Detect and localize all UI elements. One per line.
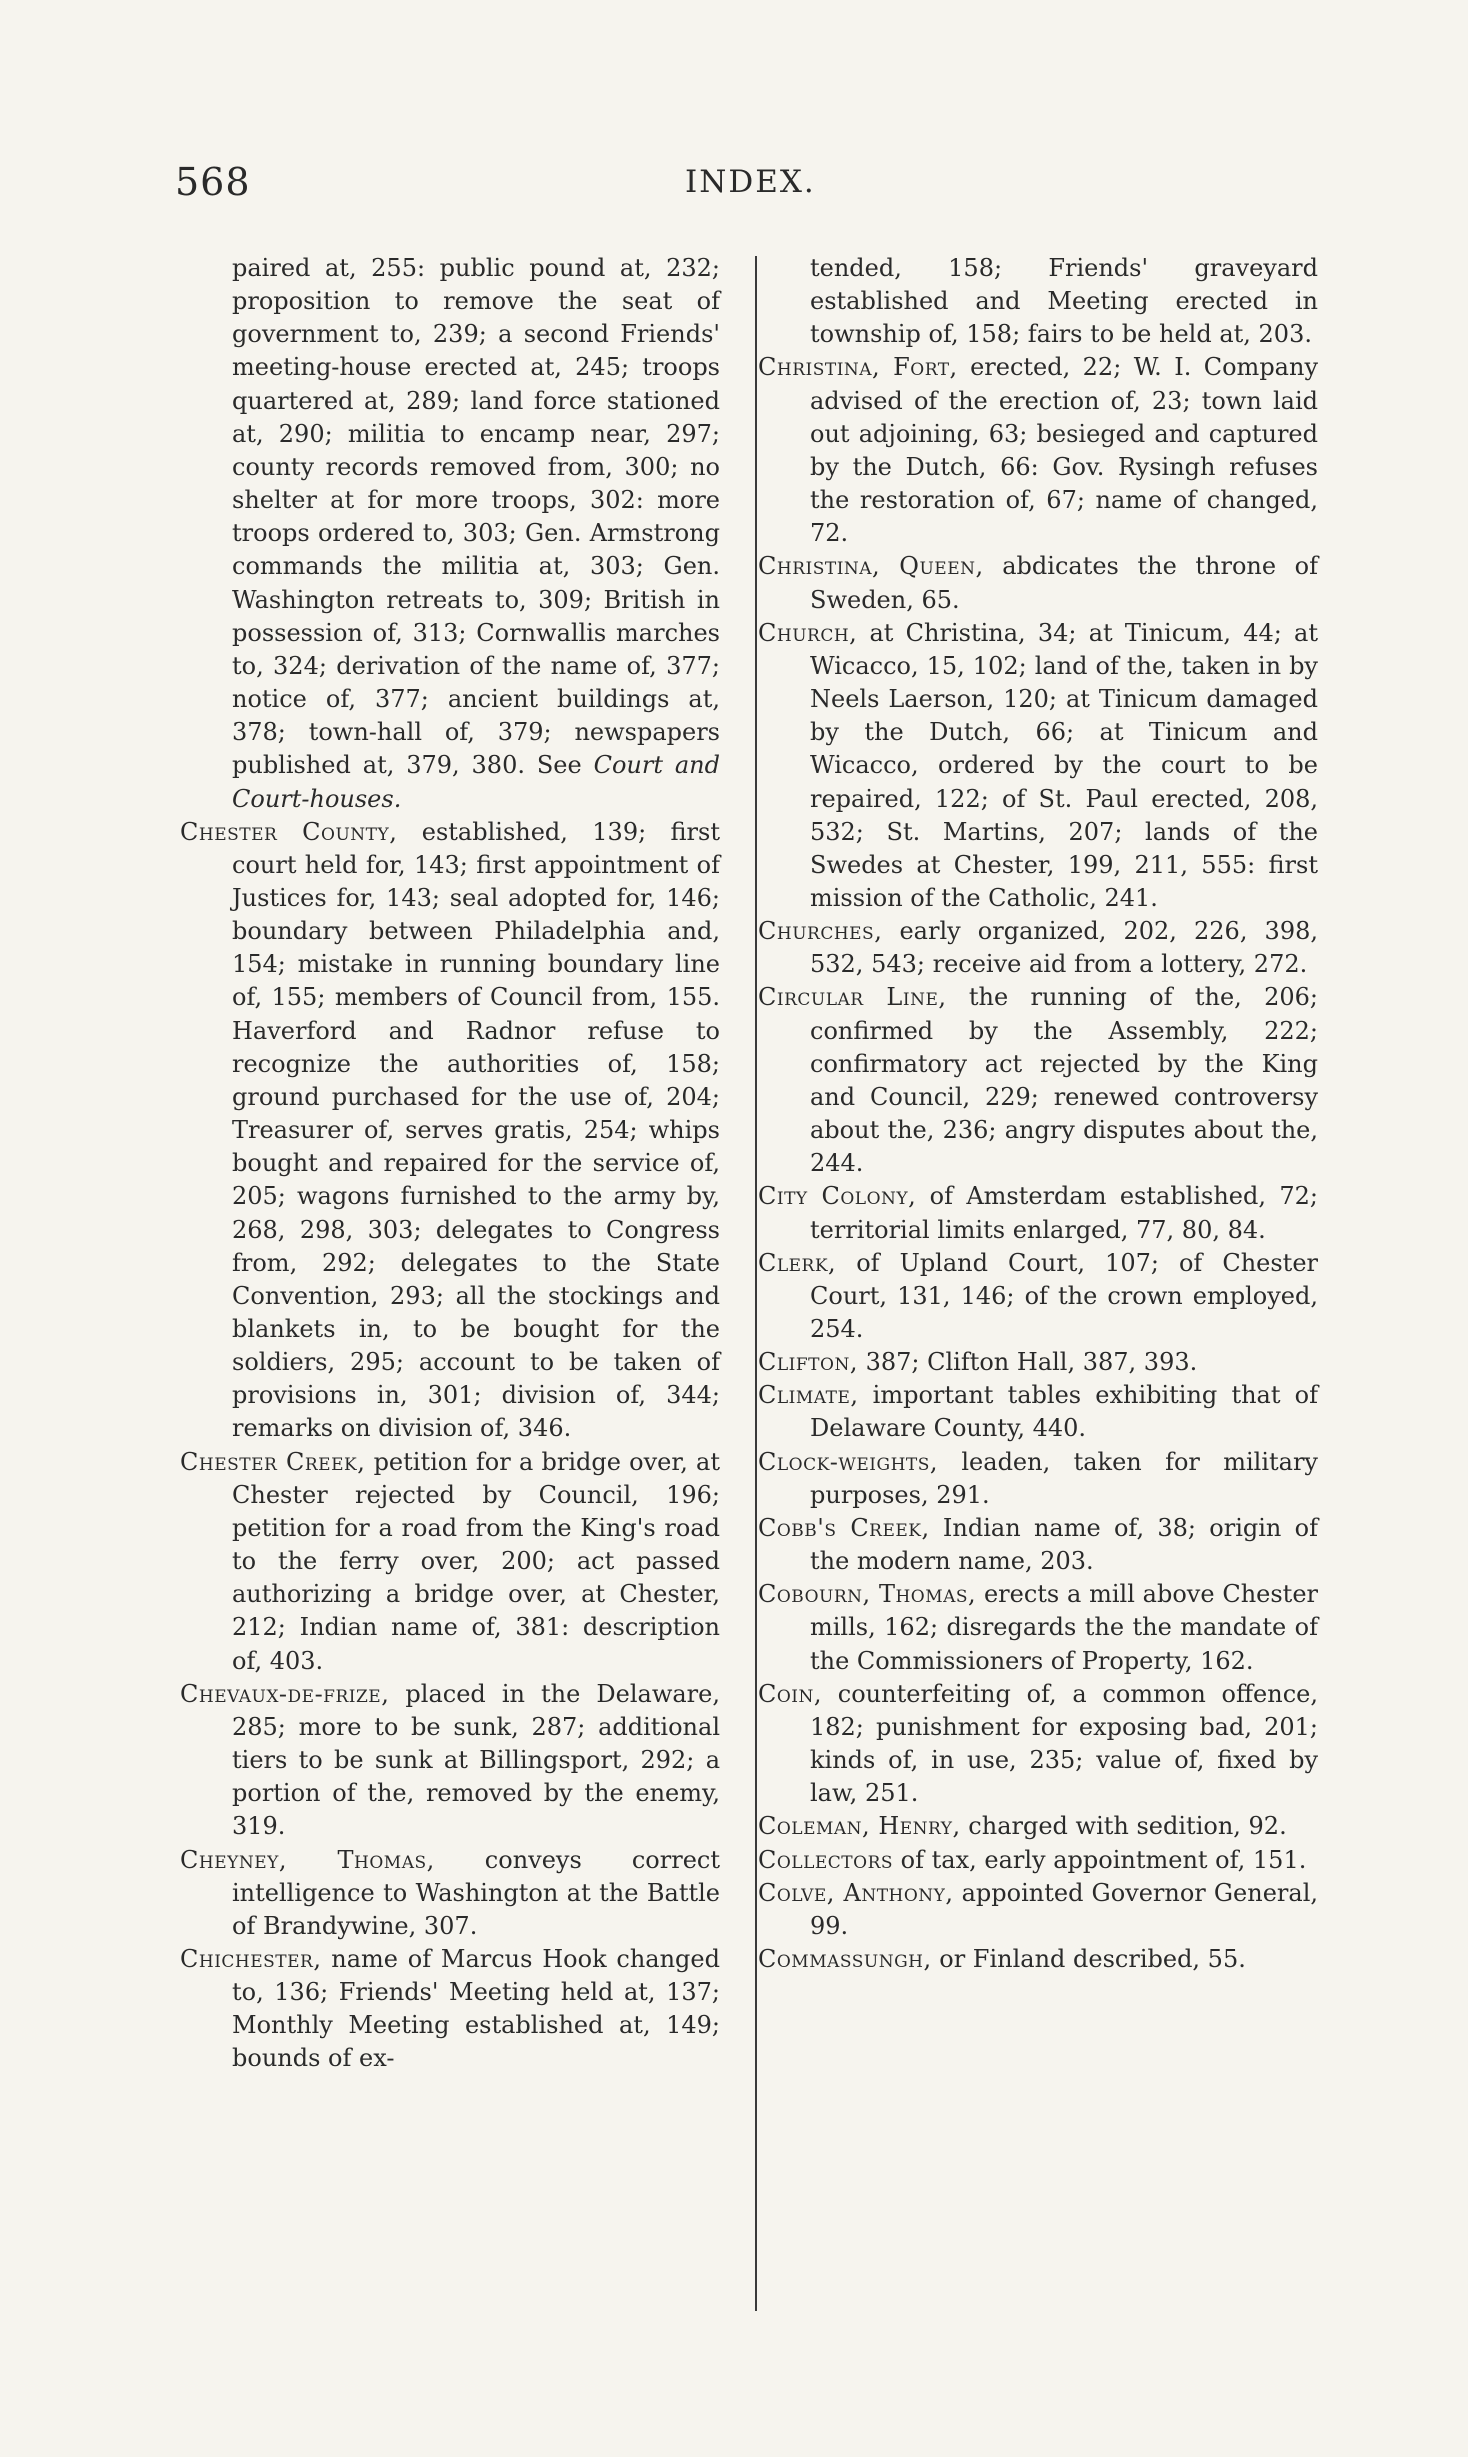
entry-heading: Colve, Anthony, bbox=[758, 1878, 954, 1907]
index-entry bbox=[758, 1877, 1318, 1943]
entry-text: Indian name of, 38; origin of the modern name, 203. bbox=[810, 1513, 1318, 1576]
index-entry bbox=[758, 1810, 1318, 1843]
entry-text: of Upland Court, 107; of Chester Court, 131, 146; of the crown employed, 254. bbox=[810, 1248, 1318, 1343]
entry-text: appointed Governor General, 99. bbox=[810, 1878, 1318, 1940]
entry-heading: Chevaux-de-frize, bbox=[180, 1679, 390, 1708]
entry-text: erected, 22; W. I. Company advised of the erection of, 23; town laid out adjoining, 63; besieged and captured by the Dutch, 66: Gov. Rysingh refuses the restoration of, 67; name of changed, 72. bbox=[810, 353, 1319, 548]
index-entry bbox=[758, 1346, 1318, 1379]
index-entry bbox=[758, 1943, 1318, 1976]
entry-heading: Collectors bbox=[758, 1845, 894, 1874]
index-entry-continuation bbox=[758, 252, 1318, 351]
entry-heading: Commassungh, bbox=[758, 1944, 932, 1973]
entry-heading: Circular Line, bbox=[758, 983, 947, 1012]
entry-text: abdicates the throne of Sweden, 65. bbox=[810, 552, 1318, 614]
index-entry bbox=[758, 351, 1318, 550]
index-entry bbox=[180, 816, 720, 1446]
entry-text: established, 139; first court held for, 143; first appointment of Justices for, 143; seal adopted for, 146; boundary between Philadelphia and, 154; mistake in running boundary line of, 155; members of Council from, 155. Haverford and Radnor refuse to recognize the authorities of, 158; ground purchased for the use of, 204; Treasurer of, serves gratis, 254; whips bought and repaired for the service of, 205; wagons furnished to the army by, 268, 298, 303; delegates to Congress from, 292; delegates to the State Convention, 293; all the stockings and blankets in, to be bought for the soldiers, 295; account to be taken of provisions in, 301; division of, 344; remarks on division of, 346. bbox=[232, 817, 720, 1443]
entry-heading: Coin, bbox=[758, 1679, 823, 1708]
index-column-left bbox=[180, 252, 720, 2076]
index-entry bbox=[180, 1844, 720, 1943]
index-entry bbox=[758, 981, 1318, 1180]
index-entry bbox=[758, 1578, 1318, 1677]
entry-text: the running of the, 206; confirmed by the Assembly, 222; confirmatory act rejected by the King and Council, 229; renewed controversy about the, 236; angry disputes about the, 244. bbox=[810, 983, 1319, 1178]
index-entry bbox=[758, 550, 1318, 616]
entry-text: leaden, taken for military purposes, 291. bbox=[810, 1447, 1318, 1509]
entry-heading: Chester Creek, bbox=[180, 1447, 366, 1476]
entry-text: erects a mill above Chester mills, 162; disregards the the mandate of the Commissioners of Property, 162. bbox=[810, 1580, 1318, 1675]
continuation-text: tended, 158; Friends' graveyard established and Meeting erected in township of, 158; fairs to be held at, 203. bbox=[810, 254, 1318, 349]
entry-heading: Coleman, Henry, bbox=[758, 1812, 961, 1841]
running-head-title: INDEX. bbox=[685, 164, 816, 200]
index-entry bbox=[758, 1379, 1318, 1445]
entry-heading: Cobb's Creek, bbox=[758, 1513, 930, 1542]
entry-heading: Christina, Queen, bbox=[758, 552, 984, 581]
entry-heading: Church, bbox=[758, 618, 858, 647]
page-number: 568 bbox=[175, 160, 251, 204]
index-entry bbox=[180, 1678, 720, 1844]
entry-heading: Chester County, bbox=[180, 817, 398, 846]
index-entry bbox=[758, 915, 1318, 981]
index-entry bbox=[758, 1180, 1318, 1246]
index-entry bbox=[758, 1678, 1318, 1811]
entry-heading: Chichester, bbox=[180, 1944, 322, 1973]
column-divider bbox=[755, 256, 757, 2311]
index-entry bbox=[758, 1446, 1318, 1512]
index-entry-continuation bbox=[180, 252, 720, 816]
entry-heading: Churches, bbox=[758, 917, 883, 946]
entry-text: of tax, early appointment of, 151. bbox=[893, 1845, 1307, 1874]
entry-heading: Cobourn, Thomas, bbox=[758, 1580, 977, 1609]
index-column-right bbox=[758, 252, 1318, 1976]
entry-heading: Clerk, bbox=[758, 1248, 837, 1277]
entry-heading: Climate, bbox=[758, 1381, 859, 1410]
entry-text: or Finland described, 55. bbox=[931, 1944, 1246, 1973]
entry-text: name of Marcus Hook changed to, 136; Friends' Meeting held at, 137; Monthly Meeting established at, 149; bounds of ex- bbox=[232, 1944, 720, 2073]
entry-heading: Clifton, bbox=[758, 1348, 858, 1377]
entry-text: conveys correct intelligence to Washington at the Battle of Brandywine, 307. bbox=[232, 1845, 720, 1940]
entry-text: early organized, 202, 226, 398, 532, 543; receive aid from a lottery, 272. bbox=[810, 917, 1318, 979]
entry-text: of Amsterdam established, 72; territorial limits enlarged, 77, 80, 84. bbox=[810, 1182, 1318, 1244]
index-entry bbox=[758, 1247, 1318, 1346]
entry-heading: Clock-weights, bbox=[758, 1447, 939, 1476]
index-entry bbox=[758, 617, 1318, 915]
entry-text: at Christina, 34; at Tinicum, 44; at Wicacco, 15, 102; land of the, taken in by Neels Laerson, 120; at Tinicum damaged by the Dutch, 66; at Tinicum and Wicacco, ordered by the court to be repaired, 122; of St. Paul erected, 208, 532; St. Martins, 207; lands of the Swedes at Chester, 199, 211, 555: first mission of the Catholic, 241. bbox=[810, 618, 1318, 912]
index-entry bbox=[758, 1844, 1318, 1877]
cross-reference: Court and Court-houses. bbox=[232, 751, 720, 813]
entry-heading: City Colony, bbox=[758, 1182, 917, 1211]
entry-text: petition for a bridge over, at Chester rejected by Council, 196; petition for a road from the King's road to the ferry over, 200; act passed authorizing a bridge over, at Chester, 212; Indian name of, 381: description of, 403. bbox=[232, 1447, 721, 1675]
index-entry bbox=[180, 1446, 720, 1678]
continuation-text: paired at, 255: public pound at, 232; proposition to remove the seat of government to, 239; a second Friends' meeting-house erected at, 245; troops quartered at, 289; land force stationed at, 290; militia to encamp near, 297; county records removed from, 300; no shelter at for more troops, 302: more troops ordered to, 303; Gen. Armstrong commands the militia at, 303; Gen. Washington retreats to, 309; British in possession of, 313; Cornwallis marches to, 324; derivation of the name of, 377; notice of, 377; ancient buildings at, 378; town-hall of, 379; newspapers published at, 379, 380. See bbox=[232, 254, 720, 780]
entry-text: charged with sedition, 92. bbox=[960, 1812, 1287, 1841]
entry-text: 387; Clifton Hall, 387, 393. bbox=[857, 1348, 1198, 1377]
index-entry bbox=[180, 1943, 720, 2076]
page-header bbox=[0, 160, 1468, 220]
index-entry bbox=[758, 1512, 1318, 1578]
entry-text: important tables exhibiting that of Delaware County, 440. bbox=[810, 1381, 1318, 1443]
entry-heading: Christina, Fort, bbox=[758, 353, 958, 382]
entry-text: counterfeiting of, a common offence, 182; punishment for exposing bad, 201; kinds of, in use, 235; value of, fixed by law, 251. bbox=[810, 1679, 1318, 1808]
entry-heading: Cheyney, Thomas, bbox=[180, 1845, 435, 1874]
entry-text: placed in the Delaware, 285; more to be sunk, 287; additional tiers to be sunk at Billingsport, 292; a portion of the, removed by the enemy, 319. bbox=[232, 1679, 720, 1841]
